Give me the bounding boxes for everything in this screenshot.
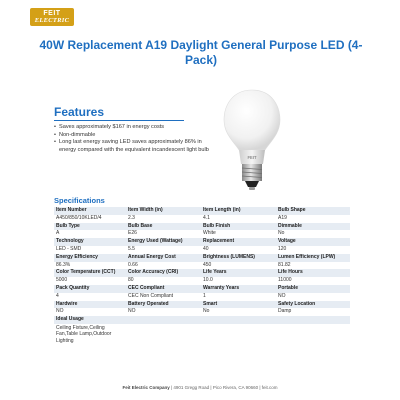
spec-value-row	[54, 293, 350, 301]
spec-label-cell: Technology	[54, 238, 126, 246]
spec-value-row	[54, 277, 350, 285]
footer-site: feit.com	[261, 385, 278, 390]
features-divider	[54, 120, 184, 121]
spec-value-cell: 1	[201, 293, 276, 301]
specifications-table	[54, 207, 350, 344]
spec-label-cell: Battery Operated	[126, 301, 201, 309]
spec-value-cell: 0.66	[126, 262, 201, 270]
spec-value-cell: No	[201, 308, 276, 316]
spec-label-cell: Hardwire	[54, 301, 126, 309]
spec-value-cell: 10.0	[201, 277, 276, 285]
specifications-heading: Specifications	[54, 196, 105, 205]
spec-value-row	[54, 230, 350, 238]
spec-label-row	[54, 223, 350, 231]
logo-line-1: FEIT	[43, 10, 61, 17]
spec-label-cell	[276, 316, 350, 324]
spec-value-cell: 81.82	[276, 262, 350, 270]
spec-value-cell: 86.3%	[54, 262, 126, 270]
feature-item: • Non-dimmable	[54, 132, 219, 140]
spec-label-cell: Life Hours	[276, 269, 350, 277]
spec-value-cell: NO	[54, 308, 126, 316]
spec-label-cell: Lumen Efficiency (LPW)	[276, 254, 350, 262]
footer-address: | 4901 Gregg Road | Pico Rivera, CA 90660 |	[169, 385, 262, 390]
feature-item: • Saves approximately $167 in energy costs	[54, 124, 219, 132]
spec-value-cell: 2.3	[126, 215, 201, 223]
spec-value-cell: No	[276, 230, 350, 238]
spec-cell-empty	[201, 324, 276, 344]
spec-cell-empty	[276, 324, 350, 344]
spec-value-row	[54, 215, 350, 223]
spec-value-cell: 450	[201, 262, 276, 270]
spec-label-cell: Dimmable	[276, 223, 350, 231]
spec-label-cell: Energy Efficiency	[54, 254, 126, 262]
spec-value-cell: NO	[126, 308, 201, 316]
spec-value-cell: 11000	[276, 277, 350, 285]
spec-value-cell: 4	[54, 293, 126, 301]
spec-label-cell: Color Accuracy (CRI)	[126, 269, 201, 277]
spec-label-cell: Ideal Usage	[54, 316, 126, 324]
spec-value-cell: A	[54, 230, 126, 238]
features-heading: Features	[54, 105, 105, 119]
spec-label-cell: Annual Energy Cost	[126, 254, 201, 262]
spec-value-cell: NO	[276, 293, 350, 301]
spec-label-cell	[201, 316, 276, 324]
spec-label-row	[54, 301, 350, 309]
spec-label-cell: Item Width (in)	[126, 207, 201, 215]
spec-value-cell: Damp	[276, 308, 350, 316]
spec-value-row	[54, 308, 350, 316]
spec-value-cell: 120	[276, 246, 350, 254]
spec-value-row	[54, 262, 350, 270]
product-title: 40W Replacement A19 Daylight General Purpose LED (4-Pack)	[39, 38, 363, 67]
spec-value-cell: 4.1	[201, 215, 276, 223]
spec-value-cell: 40	[201, 246, 276, 254]
spec-label-cell: Life Years	[201, 269, 276, 277]
spec-cell-ideal-usage-value: Ceiling Fixture,Ceiling Fan,Table Lamp,Outdoor Lighting	[54, 324, 126, 344]
spec-label-cell: Brightness (LUMENS)	[201, 254, 276, 262]
spec-label-cell: Smart	[201, 301, 276, 309]
spec-label-cell: Warranty Years	[201, 285, 276, 293]
spec-label-cell: Bulb Shape	[276, 207, 350, 215]
spec-label-row	[54, 285, 350, 293]
spec-label-cell: Pack Quantity	[54, 285, 126, 293]
spec-value-cell: 80	[126, 277, 201, 285]
spec-label-cell: Bulb Type	[54, 223, 126, 231]
footer-company: Feit Electric Company	[122, 385, 170, 390]
spec-label-cell: CEC Compliant	[126, 285, 201, 293]
footer	[0, 385, 400, 390]
bulb-brand-text: FEIT	[247, 155, 257, 160]
spec-label-cell: Item Length (in)	[201, 207, 276, 215]
spec-value-cell: 5.5	[126, 246, 201, 254]
spec-label-cell: Safety Location	[276, 301, 350, 309]
spec-value-cell: LED - SMD	[54, 246, 126, 254]
spec-label-cell: Replacement	[201, 238, 276, 246]
spec-label-cell: Bulb Finish	[201, 223, 276, 231]
spec-value-cell: A19	[276, 215, 350, 223]
spec-value-row	[54, 324, 350, 344]
features-list	[54, 124, 219, 154]
logo-line-2: ELECTRIC	[34, 17, 70, 24]
spec-value-cell: CEC Non Compliant	[126, 293, 201, 301]
spec-label-cell: Bulb Base	[126, 223, 201, 231]
spec-label-cell	[126, 316, 201, 324]
spec-value-row	[54, 246, 350, 254]
spec-label-row	[54, 316, 350, 324]
spec-label-row	[54, 207, 350, 215]
spec-label-cell: Voltage	[276, 238, 350, 246]
led-bulb-icon	[222, 88, 282, 193]
spec-value-cell: 5000	[54, 277, 126, 285]
spec-label-row	[54, 238, 350, 246]
feit-electric-logo	[30, 8, 74, 26]
spec-label-cell: Item Number	[54, 207, 126, 215]
spec-label-cell: Portable	[276, 285, 350, 293]
spec-cell-empty	[126, 324, 201, 344]
spec-label-cell: Color Temperature (CCT)	[54, 269, 126, 277]
spec-value-cell: E26	[126, 230, 201, 238]
feature-item: • Long last energy saving LED saves approximately 86% in energy compared with the equivalent incandescent light bulb	[54, 139, 219, 154]
spec-label-row	[54, 269, 350, 277]
item-number-link[interactable]: A450/850/10KLED/4	[54, 215, 126, 223]
spec-label-row	[54, 254, 350, 262]
spec-label-cell: Energy Used (Wattage)	[126, 238, 201, 246]
spec-value-cell: White	[201, 230, 276, 238]
